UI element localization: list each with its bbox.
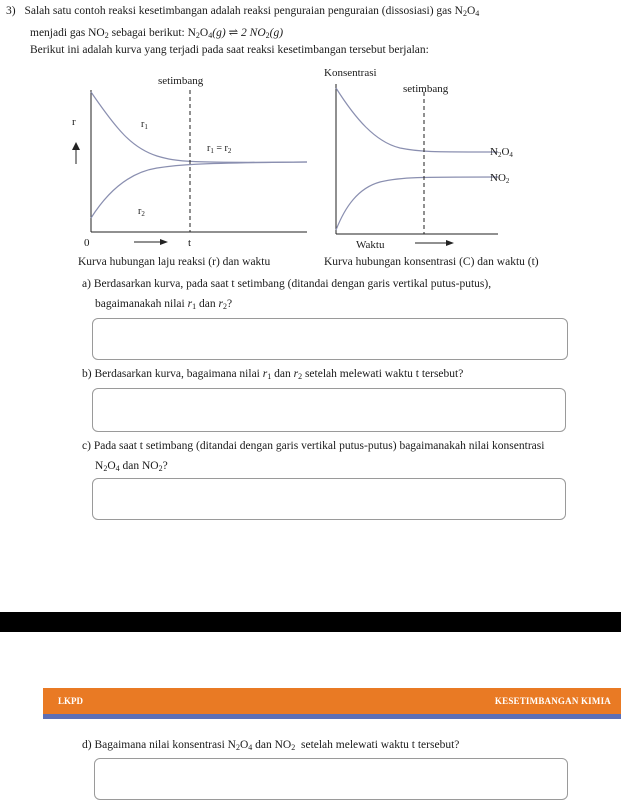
n2o4-label: N2O4 — [490, 146, 513, 159]
question-a-text-2: bagaimanakah nilai — [95, 298, 188, 310]
subscript: 2 — [158, 464, 163, 473]
formula: dan NO — [252, 739, 292, 751]
question-3-line-2 — [30, 25, 283, 39]
subscript: 2 — [195, 31, 200, 40]
answer-box-a[interactable] — [92, 318, 568, 360]
question-b-text-end: setelah melewati waktu t tersebut? — [302, 368, 464, 380]
r1-symbol: r — [262, 368, 268, 380]
question-d-line — [82, 739, 459, 751]
question-mark: ? — [162, 460, 168, 472]
waktu-arrow-head — [446, 240, 454, 246]
r2-symbol: r — [218, 298, 223, 310]
subscript: 4 — [208, 31, 213, 40]
rate-vs-time-figure — [62, 68, 312, 254]
formula: O — [107, 460, 116, 472]
question-mark: ? — [226, 298, 233, 310]
question-3-line-1 — [6, 5, 479, 17]
answer-box-b[interactable] — [92, 388, 566, 432]
question-a-line-2 — [95, 298, 232, 310]
left-fig-r1-label: $r_1$ — [141, 119, 148, 131]
curve-no2 — [336, 177, 498, 230]
right-fig-eq-label: setimbang — [403, 83, 449, 95]
right-fig-y-title: Konsentrasi — [324, 67, 377, 79]
subscript: 1 — [192, 302, 197, 311]
lkpd-label: LKPD — [58, 696, 84, 706]
subscript: 2 — [462, 9, 467, 18]
subscript: 2 — [222, 302, 227, 311]
subscript: 2 — [298, 372, 303, 381]
left-fig-y-label: r — [72, 116, 76, 128]
r1-symbol: r — [187, 298, 193, 310]
formula: O — [239, 739, 249, 751]
y-arrow-head — [72, 142, 80, 150]
question-number: 3) — [6, 5, 16, 17]
question-b-label: b) — [82, 368, 92, 380]
question-d-text: Bagaimana nilai konsentrasi N — [94, 739, 236, 751]
question-a-label: a) — [82, 278, 91, 290]
subscript: 2 — [103, 464, 108, 473]
left-fig-r1r2-label: $r_1 = r_2$ — [207, 143, 232, 155]
subscript: 4 — [475, 9, 480, 18]
subscript: 1 — [267, 372, 272, 381]
subscript: 2 — [235, 743, 240, 752]
question-d-text-end: setelah melewati waktu t tersebut? — [295, 739, 460, 751]
reaction-text: menjadi gas NO — [30, 27, 105, 39]
question-c-line-1 — [82, 440, 544, 452]
lkpd-header-stripe — [43, 714, 621, 719]
question-b-line — [82, 368, 463, 380]
question-d-label: d) — [82, 739, 92, 751]
curve-r1 — [91, 92, 307, 162]
left-fig-t-label: t — [188, 237, 192, 249]
no2-label: NO2 — [490, 172, 510, 185]
question-a-text: Berdasarkan kurva, pada saat t setimbang (ditandai dengan garis vertikal putus-putus), — [93, 278, 492, 290]
question-b-text: Berdasarkan kurva, bagaimana nilai — [94, 368, 263, 380]
subscript: 2 — [291, 743, 296, 752]
subscript: 4 — [248, 743, 253, 752]
right-fig-caption: Kurva hubungan konsentrasi (C) dan waktu (t) — [324, 256, 539, 268]
reaction-equation: (g) ⇌ 2 NO — [212, 27, 266, 39]
reaction-text: O — [199, 27, 209, 39]
curve-n2o4 — [336, 88, 498, 152]
question-text-1: Salah satu contoh reaksi kesetimbangan adalah reaksi penguraian penguraian (dissosiasi) gas N — [24, 5, 463, 17]
question-a-line-1 — [82, 278, 491, 290]
left-fig-origin: 0 — [84, 237, 90, 249]
formula: N — [95, 460, 104, 472]
subscript: 2 — [104, 31, 109, 40]
r2-symbol: r — [293, 368, 299, 380]
curve-r2 — [91, 162, 307, 218]
question-c-text: Pada saat t setimbang (ditandai dengan garis vertikal putus-putus) bagaimanakah nilai konsentrasi — [93, 440, 545, 452]
subscript: 4 — [115, 464, 120, 473]
subscript: 2 — [265, 31, 270, 40]
left-fig-caption: Kurva hubungan laju reaksi (r) dan waktu — [78, 256, 271, 268]
reaction-text: sebagai berikut: N — [108, 27, 196, 39]
answer-box-c[interactable] — [92, 478, 566, 520]
lkpd-topic-label: KESETIMBANGAN KIMIA — [494, 696, 611, 706]
conjunction: dan — [271, 368, 294, 380]
left-fig-r2-label: $r_2$ — [138, 206, 145, 218]
reaction-state: (g) — [269, 27, 284, 39]
right-fig-x-label: Waktu — [356, 239, 385, 251]
left-fig-title: setimbang — [158, 75, 204, 87]
concentration-vs-time-figure — [320, 62, 550, 254]
question-c-label: c) — [82, 440, 91, 452]
question-c-line-2 — [95, 460, 168, 472]
t-arrow-head — [160, 239, 168, 245]
question-3-line-3: Berikut ini adalah kurva yang terjadi pada saat reaksi kesetimbangan tersebut berjalan: — [30, 44, 429, 56]
question-text-1b: O — [466, 5, 476, 17]
answer-box-d[interactable] — [94, 758, 568, 800]
formula: dan NO — [119, 460, 159, 472]
conjunction: dan — [196, 298, 219, 310]
page-separator-band — [0, 612, 621, 632]
